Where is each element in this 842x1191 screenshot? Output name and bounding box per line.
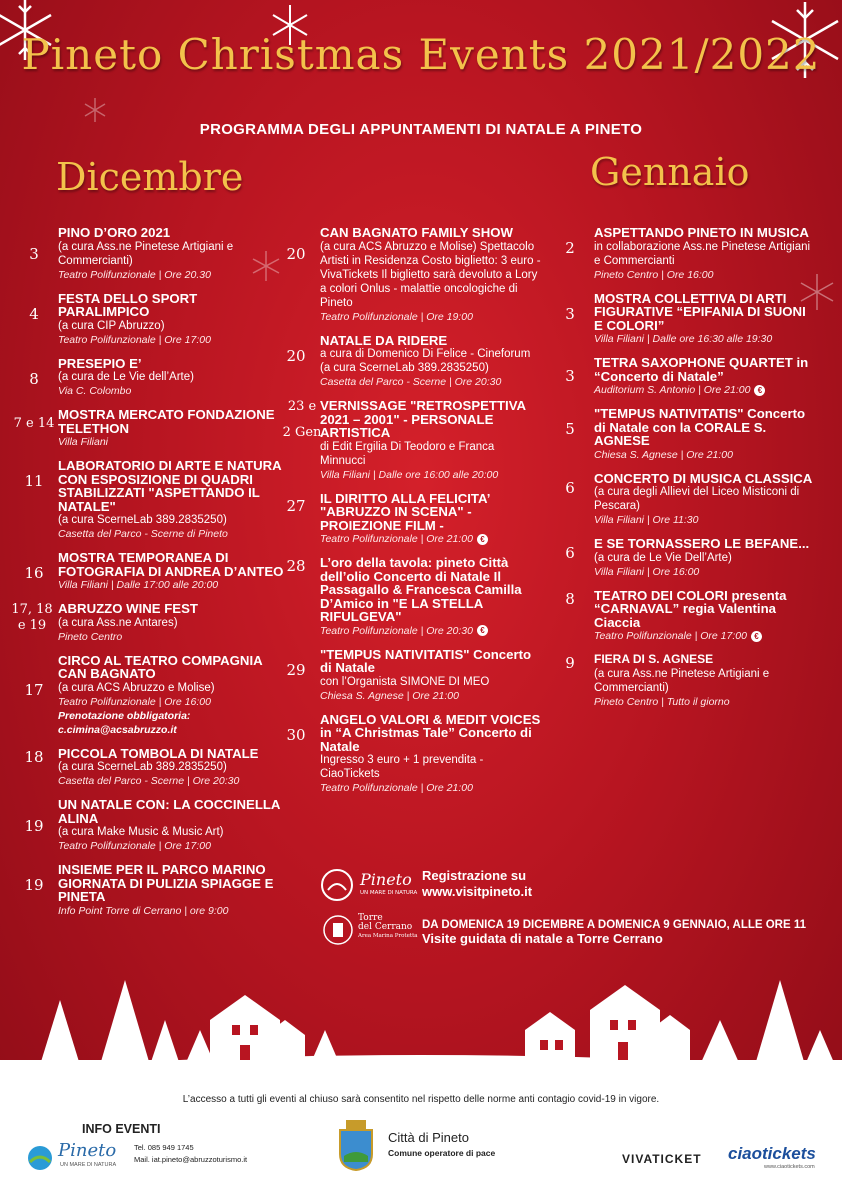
event-place: Via C. Colombo — [58, 385, 132, 397]
ticket-icon: € — [751, 631, 762, 642]
event-day: 28 — [286, 557, 306, 575]
event-desc: (a cura Ass.ne Antares) — [58, 616, 178, 629]
event-desc: (a cura ScerneLab 389.2835250) — [58, 761, 227, 773]
event-day: 4 — [29, 304, 39, 323]
event-title: L’oro della tavola: pineto Città dell’olio Concerto di Natale Il Passagallo & Francesca Camilla D’Amico in "E LA STELLA RIFULGEVA" — [320, 555, 522, 624]
event-title: E SE TORNASSERO LE BEFANE... — [594, 536, 810, 551]
event-desc: (a cura Make Music & Music Art) — [58, 826, 224, 838]
page-title: Pineto Christmas Events 2021/2022 — [21, 30, 821, 79]
event-title: UN NATALE CON: LA COCCINELLA ALINA — [58, 797, 280, 826]
event-item — [282, 398, 542, 482]
event-place-text: Teatro Polifunzionale | Ore 20:30 — [320, 624, 473, 637]
event-place: Info Point Torre di Cerrano | ore 9:00 — [58, 904, 229, 917]
info-logo-text: Pineto — [58, 1140, 117, 1161]
event-title: CAN BAGNATO FAMILY SHOW — [320, 225, 513, 240]
info-heading: INFO EVENTI — [82, 1122, 161, 1136]
event-place: Casetta del Parco - Scerne | Ore 20:30 — [320, 376, 502, 388]
event-title: "TEMPUS NATIVITATIS" Concerto di Natale con la CORALE S. AGNESE — [594, 406, 806, 448]
page-subtitle: PROGRAMMA DEGLI APPUNTAMENTI DI NATALE A PINETO — [199, 121, 643, 138]
event-place: Villa Filiani — [58, 436, 108, 448]
event-item — [286, 646, 542, 703]
event-place: Chiesa S. Agnese | Ore 21:00 — [594, 448, 733, 461]
pineto-logo-text: Pineto — [360, 870, 412, 889]
torre-logo-line2: del Cerrano — [358, 922, 413, 932]
torre-visit: Visite guidata di natale a Torre Cerrano — [422, 931, 663, 946]
info-logo-sub: UN MARE DI NATURA — [60, 1162, 117, 1168]
event-title: ABRUZZO WINE FEST — [58, 601, 198, 616]
event-item — [24, 458, 290, 541]
event-place: Villa Filiani | Dalle 17:00 alle 20:00 — [58, 579, 219, 591]
info-mail[interactable]: Mail. iat.pineto@abruzzoturismo.it — [134, 1155, 248, 1164]
event-title: INSIEME PER IL PARCO MARINO GIORNATA DI PULIZIA SPIAGGE E PINETA — [58, 862, 274, 904]
event-item — [565, 470, 816, 528]
event-day: 9 — [565, 654, 575, 672]
event-item — [286, 711, 542, 796]
pineto-logo-icon — [26, 1144, 54, 1172]
event-desc: (a cura Ass.ne Pinetese Artigiani e Commercianti) — [594, 667, 770, 694]
event-place-text: Teatro Polifunzionale | Ore 17:00 — [594, 630, 747, 642]
event-place: Teatro Polifunzionale | Ore 21:00 — [320, 782, 473, 794]
event-day: 3 — [565, 367, 575, 385]
torre-logo-line3: Area Marina Protetta — [358, 933, 418, 939]
torre-cerrano-logo-icon — [322, 914, 354, 946]
event-desc: (a cura ScerneLab 389.2835250) — [58, 514, 227, 526]
event-item — [13, 407, 290, 449]
event-item — [286, 490, 542, 547]
event-place — [320, 624, 542, 638]
december-column-1 — [11, 225, 290, 928]
event-place: Villa Filiani | Ore 16:00 — [594, 565, 700, 578]
event-day: 5 — [565, 420, 575, 438]
ticket-icon: € — [477, 625, 488, 636]
event-place — [320, 532, 542, 546]
event-title: ASPETTANDO PINETO IN MUSICA — [594, 225, 809, 240]
pineto-logo-sub: UN MARE DI NATURA — [360, 890, 418, 896]
city-name: Città di Pineto — [388, 1130, 469, 1145]
event-place: Teatro Polifunzionale | Ore 17:00 — [58, 840, 211, 852]
event-title: "TEMPUS NATIVITATIS" Concerto di Natale — [320, 646, 532, 675]
event-desc: (a cura ACS Abruzzo e Molise) — [58, 681, 215, 694]
event-item — [565, 290, 816, 347]
event-day: 6 — [565, 544, 575, 562]
event-item — [29, 355, 290, 399]
event-title: MOSTRA COLLETTIVA DI ARTI FIGURATIVE “EPIFANIA DI SUONI E COLORI” — [594, 290, 806, 333]
event-title: CIRCO AL TEATRO COMPAGNIA CAN BAGNATO — [58, 652, 263, 681]
event-day: 8 — [29, 369, 39, 388]
city-sub: Comune operatore di pace — [388, 1148, 496, 1158]
event-title: TETRA SAXOPHONE QUARTET in “Concerto di Natale” — [594, 355, 809, 384]
event-title: IL DIRITTO ALLA FELICITA’ "ABRUZZO IN SCENA" - PROIEZIONE FILM - — [320, 490, 490, 533]
event-item — [24, 550, 290, 592]
event-item — [286, 332, 542, 390]
registration-label: Registrazione su — [422, 868, 527, 883]
month-gennaio: Gennaio — [590, 150, 750, 194]
event-day: 6 — [565, 478, 575, 497]
january-column — [565, 225, 816, 719]
event-day: 20 — [286, 346, 306, 365]
info-tel: Tel. 085 949 1745 — [134, 1143, 194, 1152]
event-day: 3 — [29, 245, 39, 263]
event-place: Pineto Centro — [58, 630, 123, 643]
event-day: 19 — [24, 817, 44, 835]
event-title: LABORATORIO DI ARTE E NATURA CON ESPOSIZIONE DI QUADRI STABILIZZATI "ASPETTANDO IL NATALE" — [58, 458, 282, 514]
event-day: 3 — [565, 304, 575, 323]
event-day: 29 — [286, 660, 306, 679]
event-item — [565, 536, 816, 579]
torre-logo-line1: Torre — [358, 913, 383, 923]
footer — [0, 1060, 842, 1191]
event-place: Casetta del Parco - Scerne | Ore 20:30 — [58, 775, 240, 787]
ciaotickets-logo: ciaotickets — [728, 1144, 816, 1163]
event-place: Pineto Centro | Ore 16:00 — [594, 268, 714, 281]
event-day: 17 — [24, 680, 44, 699]
event-day: 2 — [565, 239, 575, 257]
event-title: PRESEPIO E’ — [58, 355, 142, 371]
event-item — [24, 745, 290, 789]
pineto-logo-icon — [320, 868, 354, 902]
event-day: 8 — [565, 589, 575, 608]
event-day: 27 — [286, 496, 306, 515]
event-day: 11 — [24, 472, 44, 490]
event-desc: (a cura de Le Vie Dell’Arte) — [594, 551, 732, 564]
event-place: Villa Filiani | Dalle ore 16:30 alle 19:30 — [594, 333, 773, 345]
event-desc: di Edit Ergilia Di Teodoro e Franca Minnucci — [320, 440, 495, 467]
event-day-end: 2 Gen — [282, 425, 322, 440]
event-title: TEATRO DEI COLORI presenta “CARNAVAL” regia Valentina Ciaccia — [594, 587, 787, 630]
event-place: Casetta del Parco - Scerne di Pineto — [58, 528, 228, 540]
month-dicembre: Dicembre — [56, 155, 244, 199]
event-place: Teatro Polifunzionale | Ore 17:00 — [58, 333, 211, 346]
event-place: Teatro Polifunzionale | Ore 19:00 — [320, 310, 473, 323]
event-item — [565, 587, 816, 644]
event-place: Pineto Centro | Tutto il giorno — [594, 695, 730, 708]
december-column-2 — [282, 225, 542, 805]
vivaticket-logo: VIVATICKET — [622, 1152, 702, 1166]
event-booking-email[interactable]: c.cimina@acsabruzzo.it — [58, 723, 177, 736]
event-place: Villa Filiani | Ore 11:30 — [594, 514, 699, 526]
event-item — [24, 652, 290, 737]
event-title: VERNISSAGE "RETROSPETTIVA 2021 – 2001" - PERSONALE ARTISTICA — [320, 398, 526, 440]
event-day: 19 — [24, 876, 44, 894]
event-title: FIERA DI S. AGNESE — [594, 652, 714, 666]
event-item — [565, 355, 816, 397]
event-desc: (a cura ACS Abruzzo e Molise) Spettacolo Artisti in Residenza Costo biglietto: 3 euro - VivaTickets Il biglietto sarà devoluto a Lory a colori Onlus - malattie oncologiche di Pineto — [320, 240, 541, 309]
torre-dates: DA DOMENICA 19 DICEMBRE A DOMENICA 9 GENNAIO, ALLE ORE 11 — [422, 919, 807, 931]
covid-notice: L’accesso a tutti gli eventi al chiuso sarà consentito nel rispetto delle norme anti contagio covid-19 in vigore. — [182, 1094, 660, 1105]
event-item — [286, 555, 542, 638]
event-title: PINO D’ORO 2021 — [58, 225, 171, 240]
event-item — [565, 652, 816, 709]
event-place: Teatro Polifunzionale | Ore 16:00 — [58, 695, 211, 708]
city-crest-icon — [338, 1120, 374, 1172]
event-place: Villa Filiani | Dalle ore 16:00 alle 20:00 — [320, 468, 499, 481]
event-desc: (a cura de Le Vie dell’Arte) — [58, 371, 194, 383]
event-day: 20 — [286, 245, 306, 263]
event-title: MOSTRA MERCATO FONDAZIONE TELETHON — [58, 407, 275, 436]
event-title: FESTA DELLO SPORT PARALIMPICO — [58, 290, 198, 319]
event-title: ANGELO VALORI & MEDIT VOICES in “A Christmas Tale” Concerto di Natale — [320, 711, 541, 754]
ciaotickets-url: www.ciaotickets.com — [764, 1164, 815, 1170]
event-desc: Ingresso 3 euro + 1 prevendita - CiaoTickets — [320, 754, 484, 780]
event-item — [565, 406, 816, 462]
event-desc: (a cura CIP Abruzzo) — [58, 319, 165, 332]
event-title: MOSTRA TEMPORANEA DI FOTOGRAFIA DI ANDREA D’ANTEO — [58, 550, 284, 579]
event-title: PICCOLA TOMBOLA DI NATALE — [58, 745, 259, 761]
event-day: 16 — [24, 564, 44, 582]
event-desc: a cura di Domenico Di Felice - Cineforum (a cura ScerneLab 389.2835250) — [320, 348, 531, 374]
event-day: 23 e — [287, 399, 317, 414]
event-item — [11, 601, 290, 644]
village-silhouette — [0, 980, 842, 1070]
event-item — [24, 862, 290, 918]
event-desc: in collaborazione Ass.ne Pinetese Artigiani e Commercianti — [594, 240, 811, 267]
event-place: Chiesa S. Agnese | Ore 21:00 — [320, 689, 459, 702]
event-place — [594, 629, 816, 643]
event-item — [24, 797, 290, 853]
event-desc: con l’Organista SIMONE DI MEO — [320, 675, 490, 688]
event-place-text: Teatro Polifunzionale | Ore 21:00 — [320, 533, 473, 545]
event-day: 18 — [24, 747, 44, 766]
event-desc: (a cura Ass.ne Pinetese Artigiani e Commercianti) — [58, 240, 234, 267]
event-place — [594, 383, 816, 397]
event-item — [565, 225, 816, 282]
event-booking-note: Prenotazione obbligatoria: — [58, 709, 191, 722]
ticket-icon: € — [754, 385, 765, 396]
ticket-icon: € — [477, 534, 488, 545]
registration-link[interactable]: www.visitpineto.it — [422, 884, 533, 899]
event-day: 7 e 14 — [13, 416, 55, 431]
event-place-text: Auditorium S. Antonio | Ore 21:00 — [594, 384, 751, 396]
event-place: Teatro Polifunzionale | Ore 20.30 — [58, 268, 211, 281]
event-day: 17, 18 e 19 — [11, 602, 53, 633]
event-item — [286, 225, 542, 324]
event-title: NATALE DA RIDERE — [320, 332, 448, 348]
event-item — [29, 225, 290, 282]
event-item — [29, 290, 290, 347]
event-title: CONCERTO DI MUSICA CLASSICA — [594, 470, 813, 486]
event-day: 30 — [286, 725, 306, 744]
event-desc: (a cura degli Allievi del Liceo Misticoni di Pescara) — [594, 486, 800, 512]
